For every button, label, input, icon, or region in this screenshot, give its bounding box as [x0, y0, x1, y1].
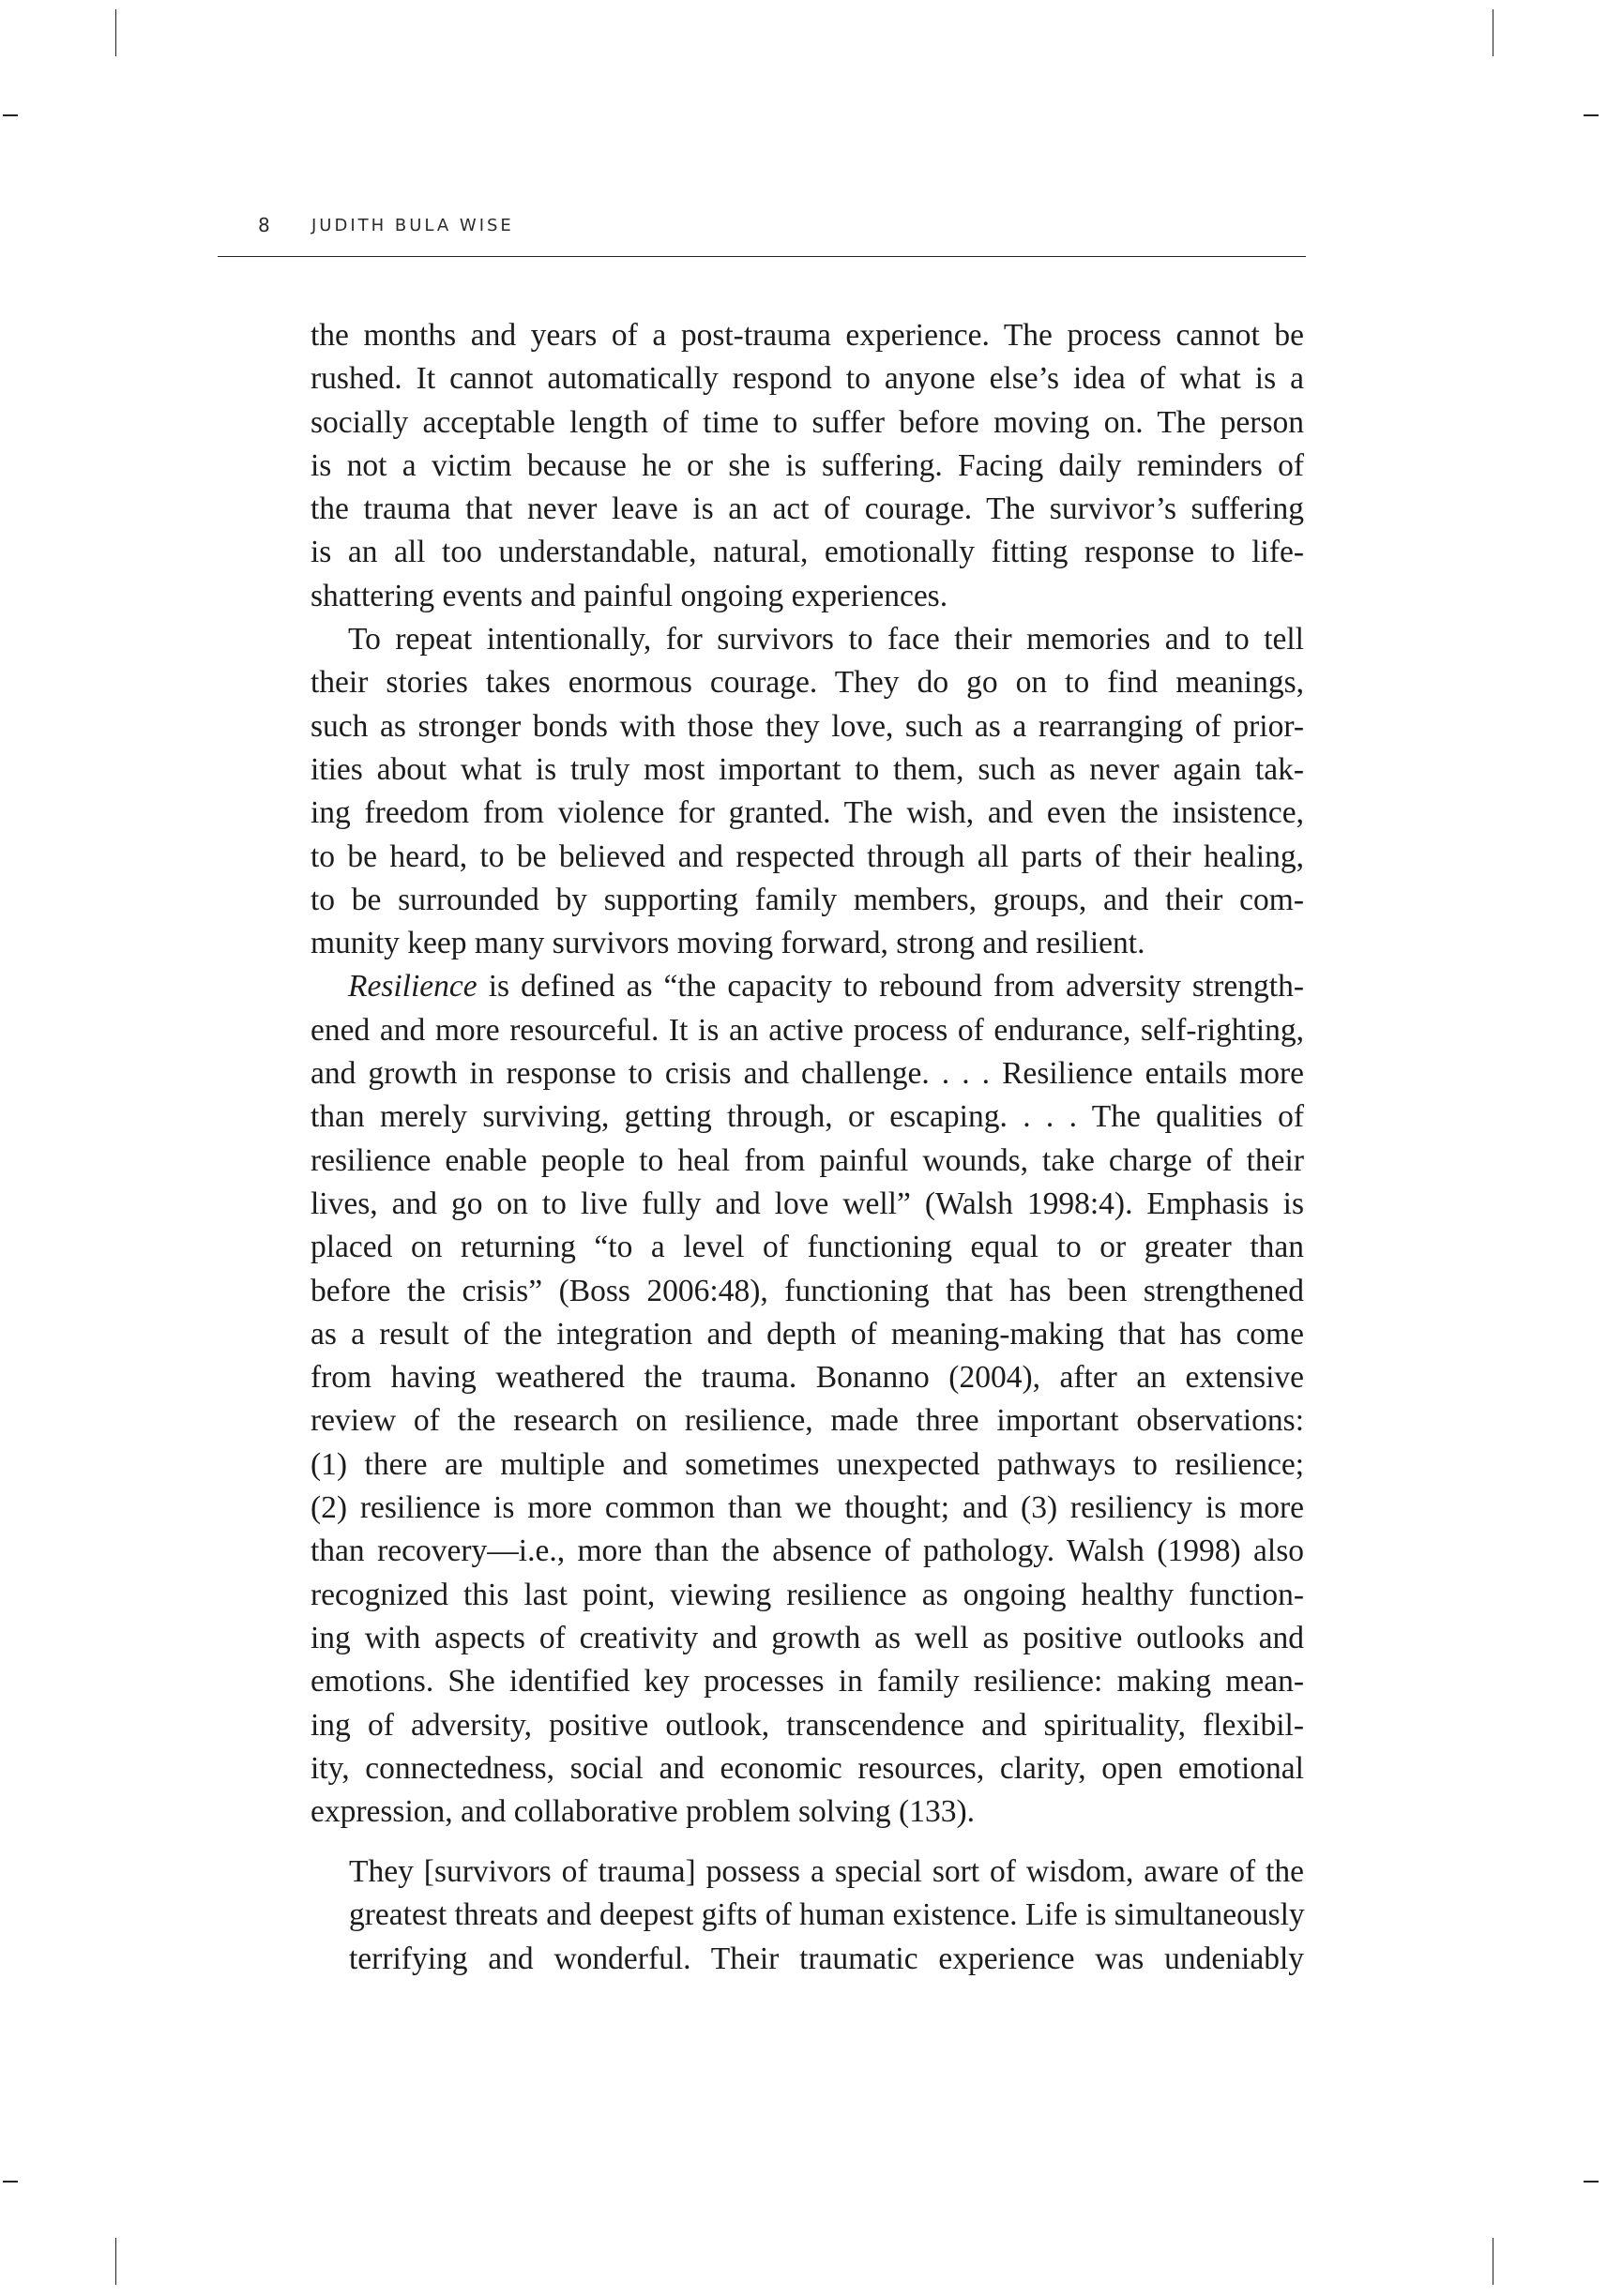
text-line: ities about what is truly most important to them, such as never again tak-	[311, 751, 1304, 787]
quote-line: They [survivors of trauma] possess a special sort of wisdom, aware of the	[349, 1854, 1304, 1889]
text-line: To repeat intentionally, for survivors to face their memories and to tell	[348, 622, 1304, 657]
text-line: and growth in response to crisis and challenge. . . . Resilience entails more	[311, 1056, 1304, 1092]
crop-mark-bottom-left	[115, 2238, 116, 2285]
text-line: to be surrounded by supporting family members, groups, and their com-	[311, 882, 1304, 917]
text-line: ing of adversity, positive outlook, transcendence and spirituality, flexibil-	[311, 1707, 1304, 1743]
quote-line: terrifying and wonderful. Their traumatic experience was undeniably	[349, 1941, 1304, 1976]
paragraph-3	[311, 965, 1304, 1834]
text-line: review of the research on resilience, made three important observations:	[311, 1403, 1304, 1439]
text-line: ity, connectedness, social and economic resources, clarity, open emotional	[311, 1750, 1304, 1786]
text-line: before the crisis” (Boss 2006:48), functioning that has been strengthened	[311, 1273, 1304, 1308]
text-line: such as stronger bonds with those they love, such as a rearranging of prior-	[311, 708, 1304, 744]
text-line: as a result of the integration and depth of meaning-making that has come	[311, 1316, 1304, 1352]
text-line: ened and more resourceful. It is an active process of endurance, self-righting,	[311, 1012, 1304, 1048]
italic-term: Resilience	[348, 969, 478, 1004]
text-line: their stories takes enormous courage. They do go on to find meanings,	[311, 665, 1304, 701]
text-line	[311, 965, 1304, 1008]
text-line: ing freedom from violence for granted. The wish, and even the insistence,	[311, 795, 1304, 831]
text-line: than merely surviving, getting through, or escaping. . . . The qualities of	[311, 1099, 1304, 1135]
paragraph-2	[311, 618, 1304, 965]
text-line: placed on returning “to a level of functioning equal to or greater than	[311, 1230, 1304, 1265]
text-line: the trauma that never leave is an act of courage. The survivor’s suffering	[311, 491, 1304, 527]
text-line: rushed. It cannot automatically respond to anyone else’s idea of what is a	[311, 361, 1304, 397]
text-line: the months and years of a post-trauma experience. The process cannot be	[311, 318, 1304, 353]
text-line: is an all too understandable, natural, emotionally fitting response to life-	[311, 535, 1304, 570]
text-line: socially acceptable length of time to suffer before moving on. The person	[311, 404, 1304, 440]
text-line: to be heard, to be believed and respected through all parts of their healing,	[311, 838, 1304, 874]
text-line: expression, and collaborative problem solving (133).	[311, 1794, 975, 1830]
text-run: is defined as “the capacity to rebound from adversity strength-	[477, 969, 1304, 1004]
text-line: than recovery—i.e., more than the absence of pathology. Walsh (1998) also	[311, 1533, 1304, 1569]
crop-mark-right-bottom	[1584, 2181, 1599, 2183]
text-line: is not a victim because he or she is suffering. Facing daily reminders of	[311, 447, 1304, 483]
text-line: emotions. She identified key processes in family resilience: making mean-	[311, 1664, 1304, 1699]
paragraph-1	[311, 314, 1304, 618]
running-header	[218, 214, 1306, 263]
text-line: ing with aspects of creativity and growth as well as positive outlooks and	[311, 1620, 1304, 1655]
crop-mark-right-top	[1584, 114, 1599, 116]
header-rule	[218, 256, 1306, 257]
quote-line: greatest threats and deepest gifts of human existence. Life is simultaneously	[349, 1897, 1305, 1933]
text-line: (1) there are multiple and sometimes unexpected pathways to resilience;	[311, 1446, 1304, 1482]
block-quote	[349, 1850, 1304, 1981]
text-line: from having weathered the trauma. Bonanno (2004), after an extensive	[311, 1360, 1304, 1396]
text-line: lives, and go on to live fully and love well” (Walsh 1998:4). Emphasis is	[311, 1186, 1304, 1221]
crop-mark-left-top	[3, 114, 18, 116]
running-head-author: JUDITH BULA WISE	[311, 216, 514, 235]
body-text	[311, 314, 1304, 1834]
text-line: munity keep many survivors moving forward, strong and resilient.	[311, 926, 1145, 961]
crop-mark-left-bottom	[3, 2181, 18, 2183]
page-number: 8	[258, 214, 270, 236]
text-line: resilience enable people to heal from painful wounds, take charge of their	[311, 1142, 1304, 1178]
text-line: shattering events and painful ongoing experiences.	[311, 578, 948, 613]
text-line: recognized this last point, viewing resilience as ongoing healthy function-	[311, 1577, 1304, 1612]
crop-mark-top-left	[115, 9, 116, 56]
text-line: (2) resilience is more common than we thought; and (3) resiliency is more	[311, 1490, 1304, 1526]
